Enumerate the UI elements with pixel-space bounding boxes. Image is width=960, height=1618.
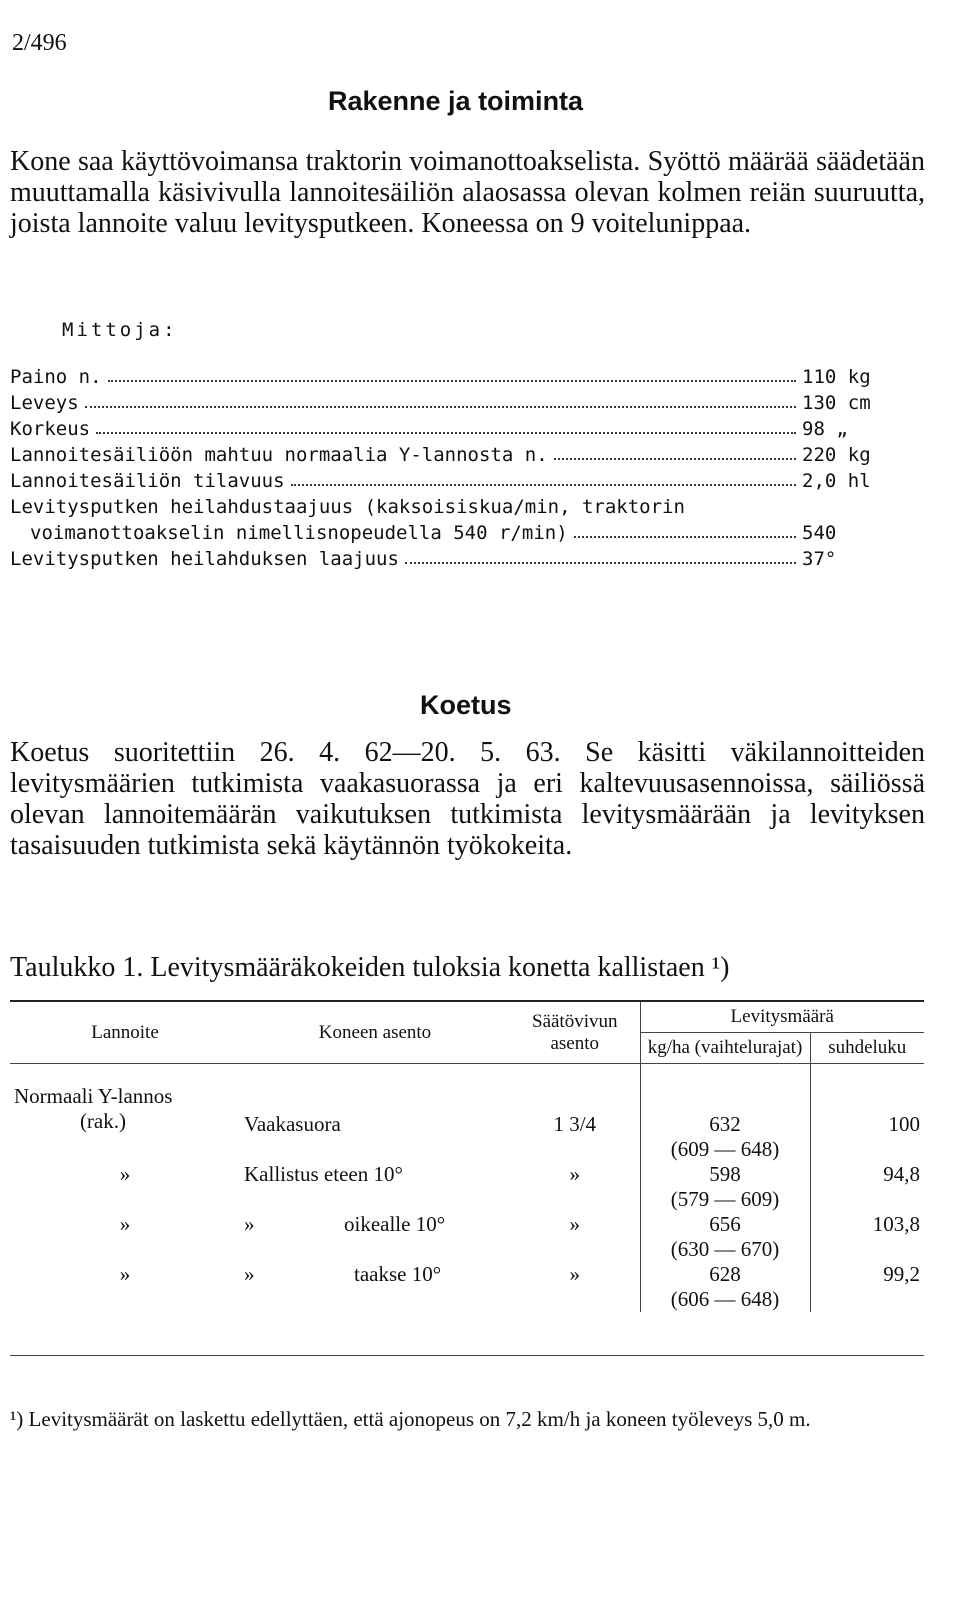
measurement-label: Leveys: [10, 392, 79, 414]
measurement-row: [10, 362, 922, 388]
measurement-label: Levitysputken heilahdustaajuus (kaksoisiskua/min, traktorin: [10, 496, 685, 518]
measurement-row: [10, 544, 922, 570]
measurement-row: [10, 388, 922, 414]
page-number: 2/496: [12, 30, 67, 56]
section-heading-koetus: Koetus: [420, 690, 512, 720]
cell-kgha: 628 (606 — 648): [640, 1262, 810, 1312]
cell-asento: Kallistus eteen 10°: [244, 1162, 403, 1186]
leader-dots: [574, 536, 796, 538]
section-heading-rakenne: Rakenne ja toiminta: [328, 86, 584, 116]
measurement-label: voimanottoakselin nimellisnopeudella 540 r/min): [30, 522, 568, 544]
cell-kgha: 632 (609 — 648): [640, 1064, 810, 1163]
table-caption: Taulukko 1. Levitysmääräkokeiden tuloksia konetta kallistaen ¹): [10, 952, 730, 983]
header-levitysmaara: Levitysmäärä: [640, 1001, 924, 1033]
measurement-value: 540: [802, 522, 837, 544]
cell-asento: » taakse 10°: [244, 1262, 442, 1286]
footnote: ¹) Levitysmäärät on laskettu edellyttäen, että ajonopeus on 7,2 km/h ja koneen työleveys 5,0 m.: [10, 1407, 811, 1431]
measurement-label: Lannoitesäiliön tilavuus: [10, 470, 285, 492]
table-row: [10, 1212, 924, 1262]
measurement-label: Korkeus: [10, 418, 91, 440]
header-lannoite: Lannoite: [10, 1001, 240, 1064]
leader-dots: [108, 380, 796, 382]
header-koneen-asento: Koneen asento: [240, 1001, 510, 1064]
measurement-value: 130 cm: [802, 392, 871, 414]
leader-dots: [85, 406, 796, 408]
table-row: [10, 1064, 924, 1163]
measurement-value: 98 „: [802, 418, 848, 440]
cell-suhdeluku: 103,8: [872, 1212, 920, 1236]
measurement-row: [10, 466, 922, 492]
measurement-label: Lannoitesäiliöön mahtuu normaalia Y-lannosta n.: [10, 444, 548, 466]
cell-kgha: 656 (630 — 670): [640, 1212, 810, 1262]
measurement-value: 220 kg: [802, 444, 871, 466]
cell-saato: 1 3/4: [510, 1064, 640, 1163]
leader-dots: [554, 458, 796, 460]
cell-suhdeluku: 99,2: [883, 1262, 920, 1286]
cell-saato: »: [510, 1162, 640, 1212]
cell-asento: Vaakasuora: [244, 1112, 341, 1136]
header-suhdeluku: suhdeluku: [810, 1033, 924, 1064]
cell-lannoite: »: [119, 1212, 131, 1236]
table-bottom-rule: [10, 1355, 924, 1356]
measurement-value: 37°: [802, 548, 837, 570]
results-table: [10, 1000, 924, 1312]
cell-saato: »: [510, 1262, 640, 1312]
measurement-label: Paino n.: [10, 366, 102, 388]
table-row: [10, 1162, 924, 1212]
paragraph-rakenne: Kone saa käyttövoimansa traktorin voimanottoakselista. Syöttö määrää säädetään muuttamalla käsivivulla lannoitesäiliön alaosassa olevan kolmen reiän suuruutta, joista lannoite valuu levitysputkeen. Koneessa on 9 voitelunippaa.: [10, 146, 925, 239]
cell-lannoite: Normaali Y-lannos (rak.): [14, 1084, 173, 1133]
table-row: [10, 1262, 924, 1312]
cell-kgha: 598 (579 — 609): [640, 1162, 810, 1212]
cell-lannoite: »: [119, 1162, 131, 1186]
measurement-value: 2,0 hl: [802, 470, 871, 492]
measurements-title: Mittoja:: [62, 319, 178, 341]
header-kgha: kg/ha (vaihtelurajat): [640, 1033, 810, 1064]
cell-asento: » oikealle 10°: [244, 1212, 446, 1236]
measurement-row: [10, 518, 922, 544]
cell-lannoite: »: [119, 1262, 131, 1286]
leader-dots: [96, 432, 796, 434]
header-saatovivun-asento: Säätövivun asento: [510, 1001, 640, 1064]
leader-dots: [291, 484, 796, 486]
measurement-row: [10, 414, 922, 440]
measurement-value: 110 kg: [802, 366, 871, 388]
cell-saato: »: [510, 1212, 640, 1262]
measurement-row: [10, 440, 922, 466]
measurement-row: [10, 492, 922, 518]
paragraph-koetus: Koetus suoritettiin 26. 4. 62—20. 5. 63. Se käsitti väkilannoitteiden levitysmäärien tutkimista vaakasuorassa ja eri kaltevuusasennoissa, säiliössä olevan lannoitemäärän vaikutuksen tutkimista levitysmäärään ja levityksen tasaisuuden tutkimista sekä käytännön työkokeita.: [10, 737, 925, 861]
cell-suhdeluku: 100: [888, 1112, 920, 1136]
measurement-label: Levitysputken heilahduksen laajuus: [10, 548, 399, 570]
cell-suhdeluku: 94,8: [883, 1162, 920, 1186]
leader-dots: [405, 562, 796, 564]
